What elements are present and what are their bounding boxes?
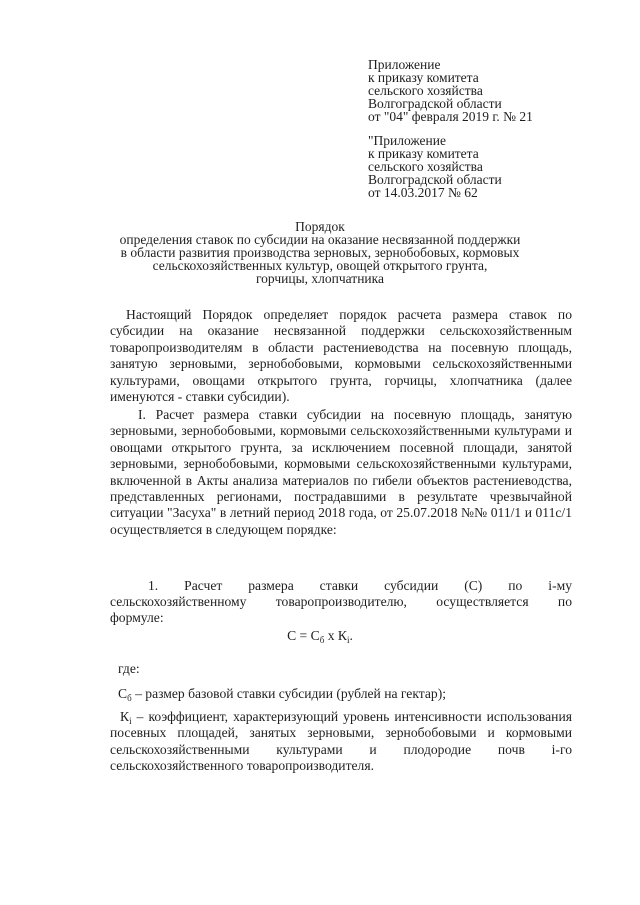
header-line: к приказу комитета [368,70,479,85]
item-1-line: формуле: [110,610,164,625]
section-1-paragraph: I. Расчет размера ставки субсидии на посевную площадь, занятую зерновыми, зернобобовыми, кормовыми сельскохозяйственными культурами и овощами открытого грунта, за исключением посевной площади, занятой зерновыми, зернобобовыми, кормовыми сельскохозяйственными культурами, включенной в Акты анализа материалов по гибели объектов растениеводства, представленных регионами, пострадавшими в результате чрезвычайной ситуации "Засуха" в летний период 2018 года, от 25.07.2018 №№ 011/1 и 011с/1 осуществляется в следующем порядке: [110,407,572,537]
title-heading: Порядок [295,219,345,234]
where-label: где: [118,661,140,676]
title-line: определения ставок по субсидии на оказание несвязанной поддержки [119,232,521,247]
formula [0,628,640,644]
formula-sub: б [319,635,325,645]
formula-mid: х К [324,628,347,643]
header-line: Волгоградской области [368,96,502,111]
title-line: в области развития производства зерновых, зернобобовых, кормовых [120,245,520,260]
header-line: сельского хозяйства [368,159,483,174]
header-line: сельского хозяйства [368,83,483,98]
document-title [0,220,640,285]
formula-lhs: С = С [287,628,320,643]
definition-coefficient [110,709,572,775]
item-1-line: сельскохозяйственному товаропроизводителю, осуществляется по [110,594,572,609]
formula-sub: i [346,635,350,645]
attachment-header [368,58,608,123]
header-line: "Приложение [368,133,446,148]
def-text: – коэффициент, характеризующий уровень интенсивности использования посевных площадей, занятых зерновыми, зернобобовыми и кормовыми сельскохозяйственными культурами и плодородие почв i-го сельскохозяйственного товаропроизводителя. [110,709,572,774]
title-line: сельскохозяйственных культур, овощей открытого грунта, [152,258,488,273]
item-1-line: 1. Расчет размера ставки субсидии (С) по i-му [148,578,572,593]
def-symbol: С [118,686,128,701]
header-line: от "04" февраля 2019 г. № 21 [368,109,533,124]
def-sub: б [127,693,132,703]
previous-attachment-header [368,134,608,199]
def-symbol: К [120,709,130,724]
formula-end: . [349,628,353,643]
header-line: Приложение [368,57,441,72]
header-line: Волгоградской области [368,172,502,187]
header-line: от 14.03.2017 № 62 [368,185,478,200]
def-text: – размер базовой ставки субсидии (рублей на гектар); [131,686,447,701]
header-line: к приказу комитета [368,146,479,161]
intro-paragraph: Настоящий Порядок определяет порядок расчета размера ставок по субсидии на оказание несвязанной поддержки сельскохозяйственным товаропроизводителям в области растениеводства на посевную площадь, занятую зерновыми, зернобобовыми, кормовыми сельскохозяйственными культурами, овощами открытого грунта, горчицы, хлопчатника (далее именуются - ставки субсидии). [110,307,572,405]
definition-base-rate [118,686,578,702]
def-sub: i [129,716,132,726]
title-line: горчицы, хлопчатника [255,271,384,286]
